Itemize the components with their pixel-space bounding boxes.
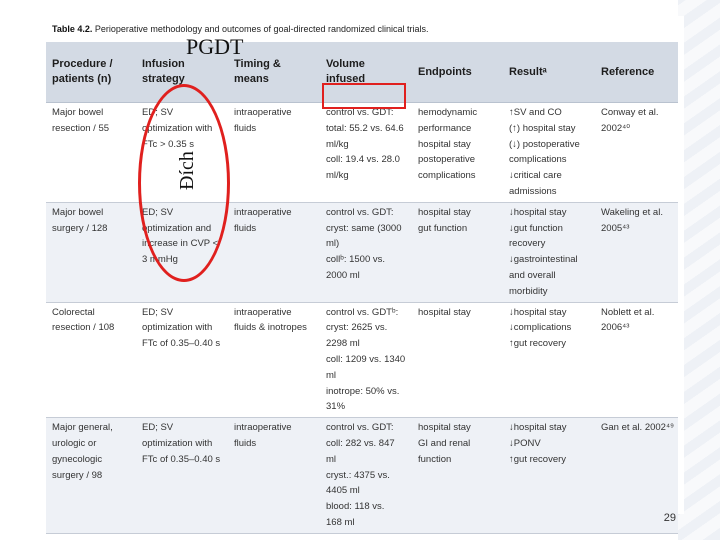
volume-line: control vs. GDT: — [326, 206, 394, 218]
strategy-line: ED; SV — [142, 422, 174, 434]
cell-endpoints — [412, 418, 503, 533]
result-line: ↑gut recovery — [509, 453, 567, 465]
volume-line: total: 55.2 vs. 64.6 — [326, 122, 404, 134]
result-line: and overall — [509, 269, 556, 281]
cell-volume — [320, 303, 412, 418]
result-line: ↓hospital stay — [509, 422, 567, 434]
reference-line: 2005⁴³ — [601, 222, 630, 234]
volume-line: collᵇ: 1500 vs. — [326, 254, 386, 266]
result-line: complications — [509, 154, 567, 166]
volume-highlight-box — [322, 83, 406, 109]
volume-line: ml) — [326, 238, 340, 250]
reference-line: Conway et al. — [601, 107, 659, 118]
procedure-line: gynecologic — [52, 453, 103, 465]
reference-line: 2002⁴⁰ — [601, 122, 631, 134]
reference-line: Noblett et al. — [601, 306, 655, 318]
result-line: recovery — [509, 238, 546, 250]
strategy-line: optimization with — [142, 437, 213, 449]
endpoints-line: hospital stay — [418, 306, 471, 318]
volume-line: cryst: 2625 vs. — [326, 322, 388, 334]
header-reference: Reference — [601, 65, 655, 78]
volume-line: blood: 118 vs. — [326, 501, 385, 513]
caption-text: Perioperative methodology and outcomes of goal-directed randomized clinical trials. — [94, 24, 429, 34]
strategy-line: FTc of 0.35–0.40 s — [142, 338, 221, 350]
header-procedure: Procedure / patients (n) — [52, 58, 113, 85]
volume-line: 2298 ml — [326, 338, 360, 350]
scanned-table-image — [38, 16, 684, 528]
result-line: ↓critical care — [509, 170, 562, 182]
timing-line: fluids & inotropes — [234, 322, 307, 334]
timing-line: intraoperative — [234, 306, 292, 318]
cell-procedure — [46, 303, 136, 418]
volume-line: ml/kg — [326, 170, 349, 182]
cell-strategy — [136, 303, 228, 418]
cell-result — [503, 418, 595, 533]
header-volume: Volume infused — [326, 58, 366, 85]
volume-line: cryst: same (3000 — [326, 222, 402, 234]
result-line: ↓complications — [509, 322, 572, 334]
result-line: ↓hospital stay — [509, 306, 567, 318]
procedure-line: urologic or — [52, 437, 97, 449]
strategy-line: FTc > 0.35 s — [142, 138, 195, 150]
cell-result — [503, 303, 595, 418]
endpoints-line: hemodynamic — [418, 107, 478, 118]
pgdt-annotation: PGDT — [186, 34, 244, 59]
caption-label: Table 4.2. — [52, 24, 93, 34]
strategy-line: ED; SV — [142, 107, 174, 118]
strategy-line: optimization with — [142, 322, 213, 334]
endpoints-line: hospital stay — [418, 206, 471, 218]
volume-line: control vs. GDT: — [326, 107, 394, 118]
volume-line: control vs. GDT: — [326, 422, 394, 434]
result-line: (↓) postoperative — [509, 138, 580, 150]
endpoints-line: function — [418, 453, 452, 465]
volume-line: coll: 19.4 vs. 28.0 — [326, 154, 400, 166]
timing-line: fluids — [234, 222, 257, 234]
procedure-line: Major bowel — [52, 206, 104, 218]
procedure-line: Major bowel — [52, 107, 104, 118]
volume-line: 31% — [326, 401, 346, 413]
cell-result — [503, 103, 595, 202]
cell-reference — [595, 303, 678, 418]
timing-line: intraoperative — [234, 206, 292, 218]
reference-line: Wakeling et al. — [601, 206, 663, 218]
cell-reference — [595, 103, 678, 202]
decorative-wave — [678, 0, 720, 540]
cell-endpoints — [412, 303, 503, 418]
cell-timing — [228, 418, 320, 533]
table-row — [46, 418, 678, 534]
endpoints-line: complications — [418, 170, 476, 182]
endpoints-line: postoperative — [418, 154, 476, 166]
volume-line: 4405 ml — [326, 485, 360, 497]
timing-line: fluids — [234, 437, 257, 449]
result-line: ↓gastrointestinal — [509, 254, 578, 266]
cell-timing — [228, 203, 320, 302]
cell-result — [503, 203, 595, 302]
volume-line: cryst.: 4375 vs. — [326, 469, 390, 481]
volume-line: ml — [326, 453, 337, 465]
header-timing: Timing & means — [234, 58, 281, 85]
volume-line: coll: 1209 vs. 1340 — [326, 353, 406, 365]
header-strategy: Infusion strategy — [142, 58, 185, 85]
header-result: Resultᵃ — [509, 65, 547, 78]
cell-volume — [320, 103, 412, 202]
cell-timing — [228, 103, 320, 202]
endpoints-line: performance — [418, 122, 472, 134]
result-line: ↓hospital stay — [509, 206, 567, 218]
result-line: (↑) hospital stay — [509, 122, 576, 134]
timing-line: intraoperative — [234, 107, 292, 118]
cell-endpoints — [412, 203, 503, 302]
volume-line: 2000 ml — [326, 269, 360, 281]
volume-line: coll: 282 vs. 847 — [326, 437, 395, 449]
page-number: 29 — [663, 512, 676, 524]
result-line: morbidity — [509, 285, 548, 297]
table-row — [46, 303, 678, 419]
header-endpoints: Endpoints — [418, 65, 472, 78]
cell-volume — [320, 203, 412, 302]
result-line: ↓gut function — [509, 222, 563, 234]
target-annotation: Đích — [176, 151, 198, 190]
cell-strategy — [136, 418, 228, 533]
cell-procedure — [46, 103, 136, 202]
procedure-line: resection / 108 — [52, 322, 115, 334]
endpoints-line: hospital stay — [418, 138, 471, 150]
result-line: admissions — [509, 185, 557, 197]
endpoints-line: hospital stay — [418, 422, 471, 434]
reference-line: 2006⁴³ — [601, 322, 630, 334]
timing-line: intraoperative — [234, 422, 292, 434]
strategy-line: ED; SV — [142, 206, 174, 218]
cell-volume — [320, 418, 412, 533]
procedure-line: surgery / 128 — [52, 222, 108, 234]
strategy-line: optimization and — [142, 222, 212, 234]
procedure-line: Colorectal — [52, 306, 95, 318]
strategy-line: ED; SV — [142, 306, 174, 318]
cell-endpoints — [412, 103, 503, 202]
cell-reference — [595, 203, 678, 302]
cell-procedure — [46, 203, 136, 302]
strategy-line: optimization with — [142, 122, 213, 134]
table-caption — [52, 24, 672, 34]
endpoints-line: gut function — [418, 222, 468, 234]
volume-line: control vs. GDTᵇ: — [326, 306, 399, 318]
endpoints-line: GI and renal — [418, 437, 471, 449]
outcomes-table — [46, 42, 678, 534]
volume-line: ml/kg — [326, 138, 349, 150]
cell-timing — [228, 303, 320, 418]
volume-line: ml — [326, 369, 337, 381]
procedure-line: resection / 55 — [52, 122, 110, 134]
procedure-line: surgery / 98 — [52, 469, 103, 481]
reference-line: Gan et al. 2002⁴⁹ — [601, 422, 675, 434]
strategy-line: FTc of 0.35–0.40 s — [142, 453, 221, 465]
cell-procedure — [46, 418, 136, 533]
timing-line: fluids — [234, 122, 257, 134]
result-line: ↑SV and CO — [509, 107, 562, 118]
result-line: ↑gut recovery — [509, 338, 567, 350]
result-line: ↓PONV — [509, 437, 541, 449]
strategy-line: 3 mmHg — [142, 254, 178, 266]
volume-line: inotrope: 50% vs. — [326, 385, 400, 397]
volume-line: 168 ml — [326, 516, 355, 528]
strategy-line: increase in CVP < — [142, 238, 219, 250]
procedure-line: Major general, — [52, 422, 113, 434]
